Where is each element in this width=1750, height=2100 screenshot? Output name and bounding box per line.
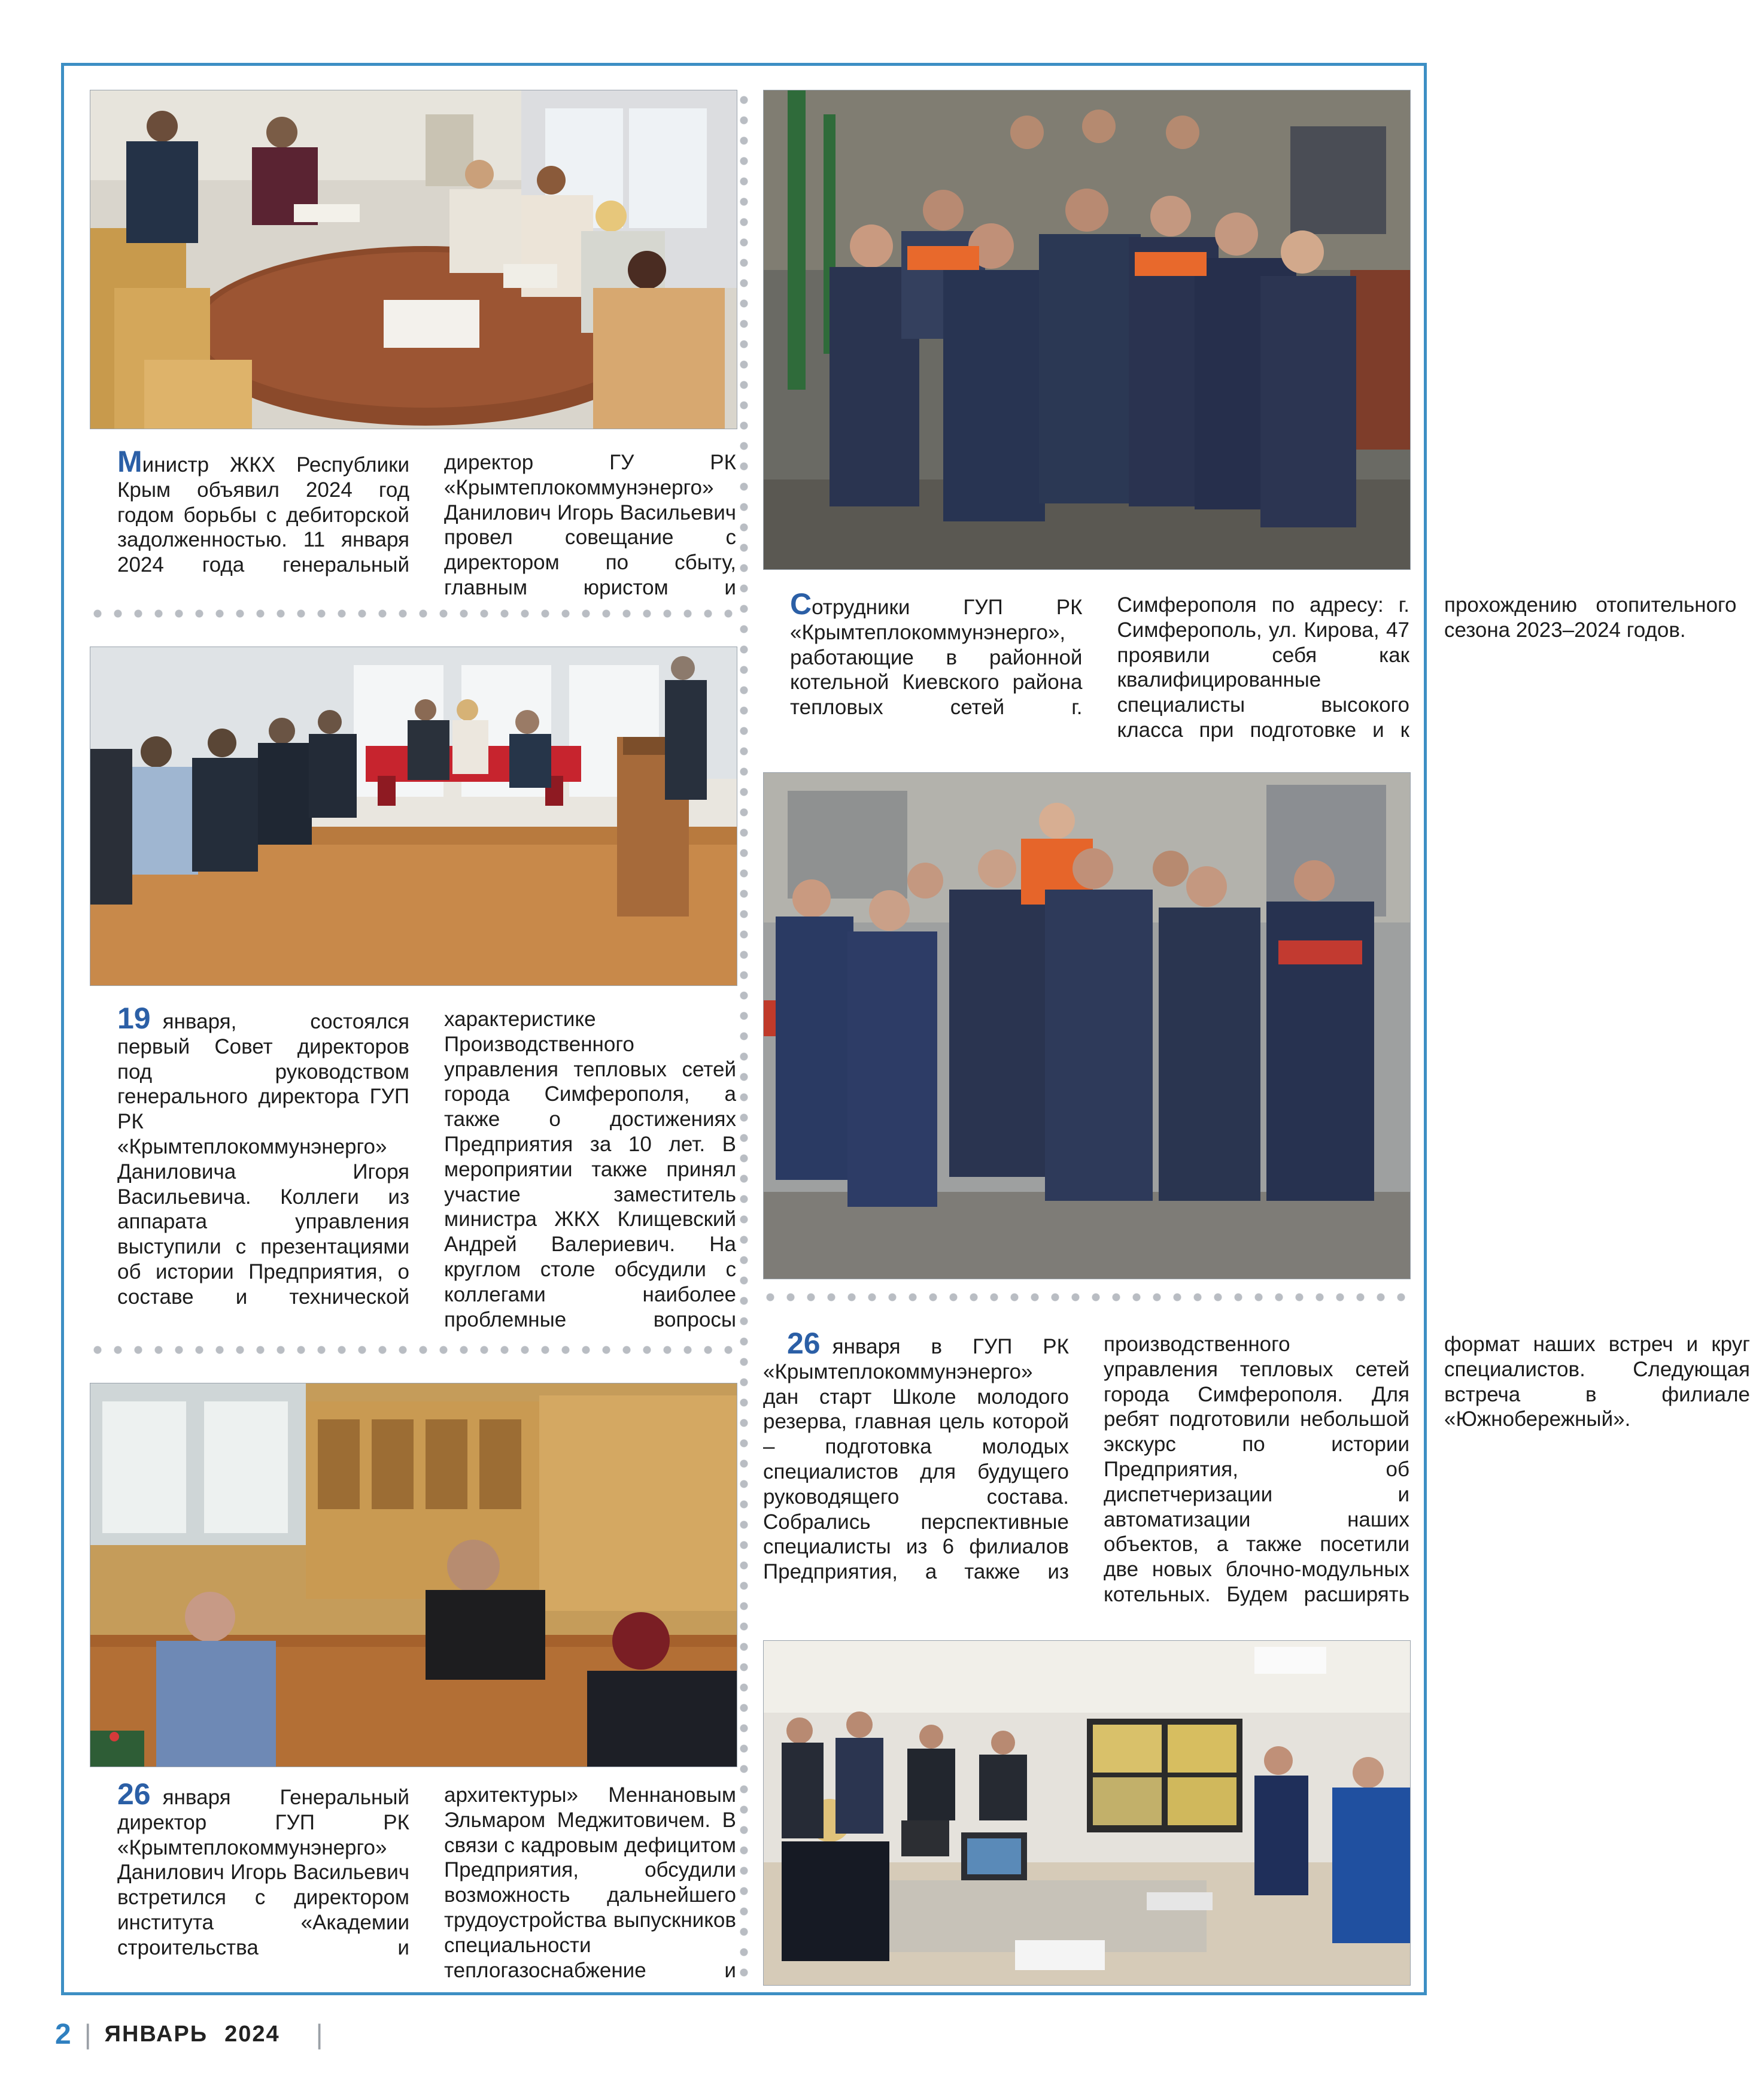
photo-boiler-staff	[763, 90, 1411, 570]
article-minister	[117, 445, 736, 601]
photo-office-meeting	[90, 1383, 737, 1767]
article-text: января, состоялся первый Совет директоров под руководством генерального директора ГУП РК «Крымтеплокоммунэнерго» Даниловича Игоря Васильевича. Коллеги из аппарата управления выступили с презентациями об истории Предприятия, о составе и технической характеристике Производственного управления тепловых сетей города Симферополя, а также о достижениях Предприятия за 10 лет. В мероприятии также принял участие заместитель министра ЖКХ Клищевский Андрей Валериевич. На круглом столе обсудили с коллегами наиболее проблемные вопросы	[117, 1007, 736, 1331]
photo-boiler-workers	[763, 772, 1411, 1279]
dotted-divider-vertical	[740, 90, 748, 1984]
dropcap: 26	[787, 1327, 821, 1360]
dropcap: С	[790, 587, 812, 621]
article-text: января Генеральный директор ГУП РК «Крымтеплокоммунэнерго» Данилович Игорь Васильевич встретился с директором института «Академии строительства и архитектуры» Меннановым Эльмаром Меджитовичем. В связи с кадровым дефицитом Предприятия, обсудили возможность дальнейшего трудоустройства выпускников специальности теплогазоснабжение и	[117, 1783, 736, 1982]
dropcap: М	[117, 445, 142, 478]
photo-council-hall	[90, 647, 737, 986]
article-text: января в ГУП РК «Крымтеплокоммунэнерго» дан старт Школе молодого резерва, главная цель которой – подготовка молодых специалистов для будущего руководящего состава. Собрались перспективные специалисты из 6 филиалов Предприятия, а также из производственного управления тепловых сетей города Симферополя. Для ребят подготовили небольшой экскурс по истории Предприятия, об диспетчеризации и автоматизации наших объектов, а также посетили две новых блочно-модульных котельных. Будем расширять формат наших встреч и круг специалистов. Следующая встреча в филиале «Южнобережный».	[763, 1333, 1750, 1606]
article-school	[763, 1327, 1750, 1607]
article-text: отрудники ГУП РК «Крымтеплокоммунэнерго», работающие в районной котельной Киевского района тепловых сетей г. Симферополя по адресу: г. Симферополь, ул. Кирова, 47 проявили себя как квалифицированные специалисты высокого класса при подготовке и к прохождению отопительного сезона 2023–2024 годов.	[790, 593, 1737, 742]
dotted-divider	[760, 1293, 1412, 1301]
article-text: инистр ЖКХ Республики Крым объявил 2024 год годом борьбы с дебиторской задолженностью. 11 января 2024 года генеральный директор ГУ РК «Крымтеплокоммунэнерго» Данилович Игорь Васильевич провел совещание с директором по сбыту, главным юристом и	[117, 451, 736, 599]
issue-month: ЯНВАРЬ	[104, 2021, 208, 2047]
dotted-divider	[87, 1346, 740, 1354]
dropcap: 26	[117, 1777, 151, 1811]
article-staff	[790, 587, 1737, 744]
photo-control-room	[763, 1640, 1411, 1986]
issue-year: 2024	[224, 2021, 280, 2047]
article-council	[117, 1002, 736, 1333]
page-number: 2	[55, 2018, 71, 2050]
footer-separator: |	[315, 2019, 323, 2050]
dropcap: 19	[117, 1002, 151, 1035]
photo-meeting-table	[90, 90, 737, 429]
dotted-divider	[87, 609, 740, 618]
article-academy	[117, 1777, 736, 1983]
footer-separator: |	[84, 2019, 92, 2050]
page-footer	[55, 2016, 336, 2052]
